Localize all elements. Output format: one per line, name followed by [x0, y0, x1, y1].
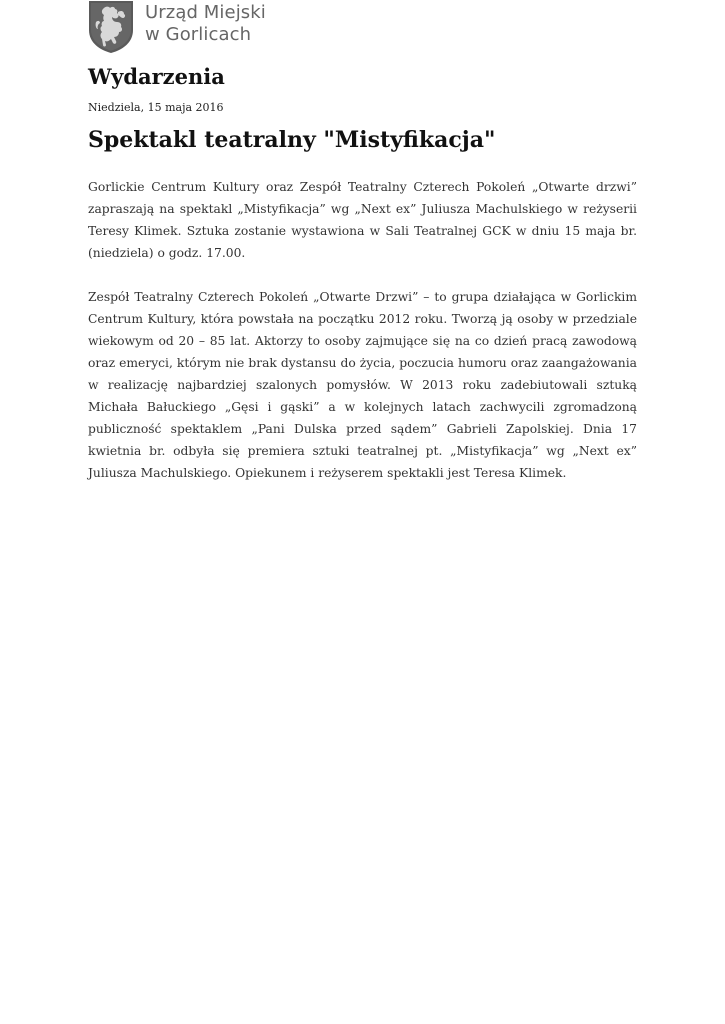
- coat-of-arms-lion-icon: [88, 0, 134, 54]
- article-date: Niedziela, 15 maja 2016: [88, 101, 224, 114]
- article-body: [88, 176, 637, 506]
- article-paragraph: Zespół Teatralny Czterech Pokoleń „Otwarte Drzwi” – to grupa działająca w Gorlickim Centrum Kultury, która powstała na początku 2012 roku. Tworzą ją osoby w przedziale wiekowym od 20 – 85 lat. Aktorzy to osoby zajmujące się na co dzień pracą zawodową oraz emeryci, którym nie brak dystansu do życia, poczucia humoru oraz zaangażowania w realizację najbardziej szalonych pomysłów. W 2013 roku zadebiutowali sztuką Michała Bałuckiego „Gęsi i gąski” a w kolejnych latach zachwycili zgromadzoną publiczność spektaklem „Pani Dulska przed sądem” Gabrieli Zapolskiej. Dnia 17 kwietnia br. odbyła się premiera sztuki teatralnej pt. „Mistyfikacja” wg „Next ex” Juliusza Machulskiego. Opiekunem i reżyserem spektakli jest Teresa Klimek.: [88, 290, 637, 480]
- article-paragraph: Gorlickie Centrum Kultury oraz Zespół Teatralny Czterech Pokoleń „Otwarte drzwi” zapraszają na spektakl „Mistyfikacja” wg „Next ex” Juliusza Machulskiego w reżyserii Teresy Klimek. Sztuka zostanie wystawiona w Sali Teatralnej GCK w dniu 15 maja br. (niedziela) o godz. 17.00.: [88, 180, 637, 260]
- article-title: Spektakl teatralny "Mistyfikacja": [88, 127, 496, 153]
- section-title: Wydarzenia: [88, 64, 225, 89]
- org-name: [145, 2, 266, 46]
- site-header: [88, 0, 266, 56]
- org-name-line1: Urząd Miejski: [145, 2, 266, 23]
- org-name-line2: w Gorlicach: [145, 24, 252, 45]
